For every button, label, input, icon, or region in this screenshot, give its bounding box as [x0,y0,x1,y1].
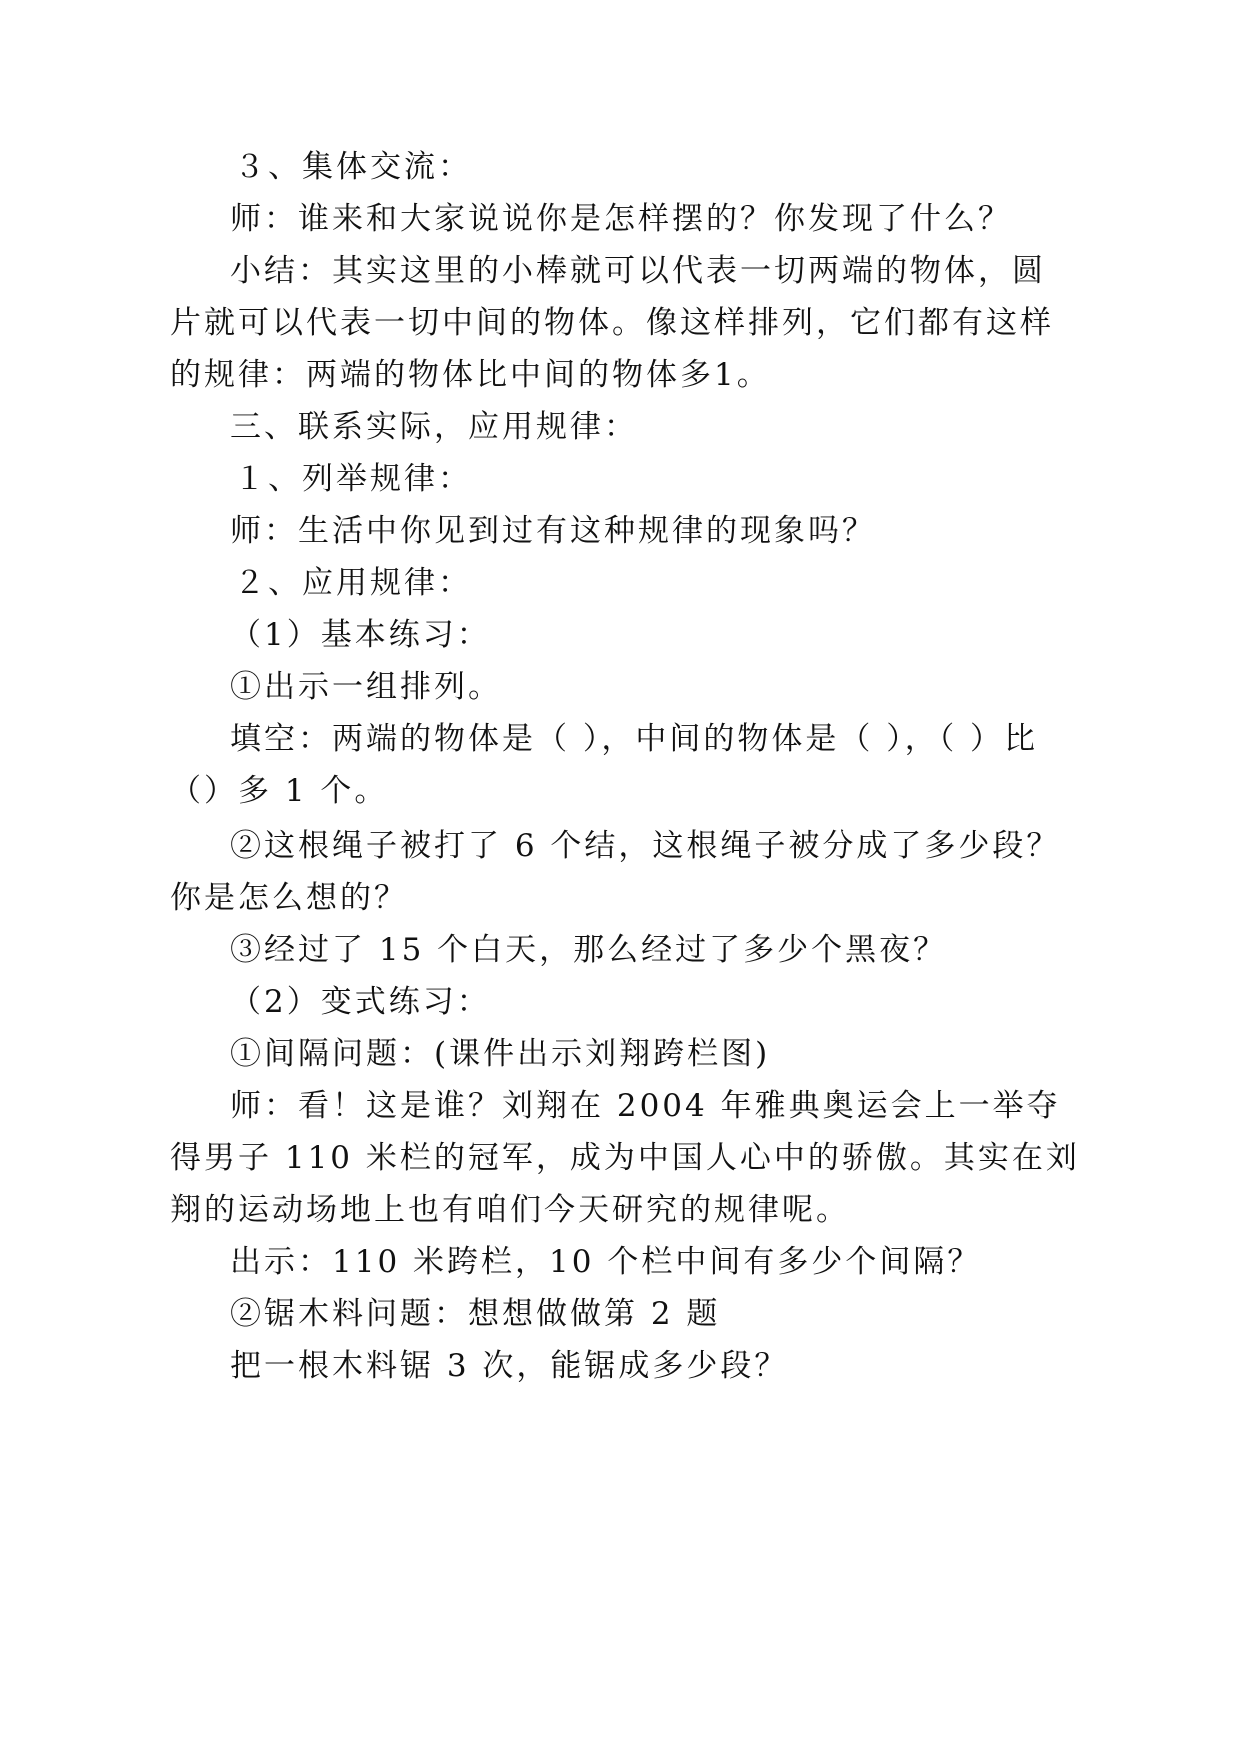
sawing-problem-heading: ②锯木料问题：想想做做第 2 题 [230,1296,721,1332]
interval-problem-heading: ①间隔问题：(课件出示刘翔跨栏图) [230,1036,771,1072]
exercise-3-question: ③经过了 15 个白天，那么经过了多少个黑夜？ [230,932,948,968]
section-heading-collective-exchange: ３、集体交流： [234,149,472,185]
liu-xiang-paragraph-line-2: 得男子 110 米栏的冠军，成为中国人心中的骄傲。其实在刘 [170,1140,1080,1176]
section-heading-apply-rules: 三、联系实际，应用规律： [230,409,638,445]
subheading-basic-practice: （1）基本练习： [230,617,491,653]
exercise-2-followup: 你是怎么想的？ [170,880,408,916]
summary-paragraph-line-2: 片就可以代表一切中间的物体。像这样排列，它们都有这样 [170,305,1054,341]
teacher-question: 师：谁来和大家说说你是怎样摆的？你发现了什么？ [230,201,1012,237]
sawing-problem-question: 把一根木料锯 3 次，能锯成多少段？ [230,1348,789,1384]
summary-paragraph-line-3: 的规律：两端的物体比中间的物体多1。 [170,357,771,393]
subheading-apply-rules: ２、应用规律： [234,565,472,601]
hurdle-interval-question: 出示：110 米跨栏，10 个栏中间有多少个间隔？ [230,1244,982,1280]
fill-in-blank-line-2: （）多 1 个。 [170,773,389,809]
summary-paragraph-line-1: 小结：其实这里的小棒就可以代表一切两端的物体，圆 [230,253,1046,289]
exercise-1-prompt: ①出示一组排列。 [230,669,502,705]
subheading-variant-practice: （2）变式练习： [230,984,491,1020]
exercise-2-question: ②这根绳子被打了 6 个结，这根绳子被分成了多少段？ [230,828,1061,864]
subheading-list-rules: １、列举规律： [234,461,472,497]
teacher-life-question: 师：生活中你见到过有这种规律的现象吗？ [230,513,876,549]
liu-xiang-paragraph-line-1: 师：看！这是谁？刘翔在 2004 年雅典奥运会上一举夺 [230,1088,1061,1124]
liu-xiang-paragraph-line-3: 翔的运动场地上也有咱们今天研究的规律呢。 [170,1192,850,1228]
fill-in-blank-line-1: 填空：两端的物体是（ ），中间的物体是（ ），（ ）比 [230,721,1039,757]
